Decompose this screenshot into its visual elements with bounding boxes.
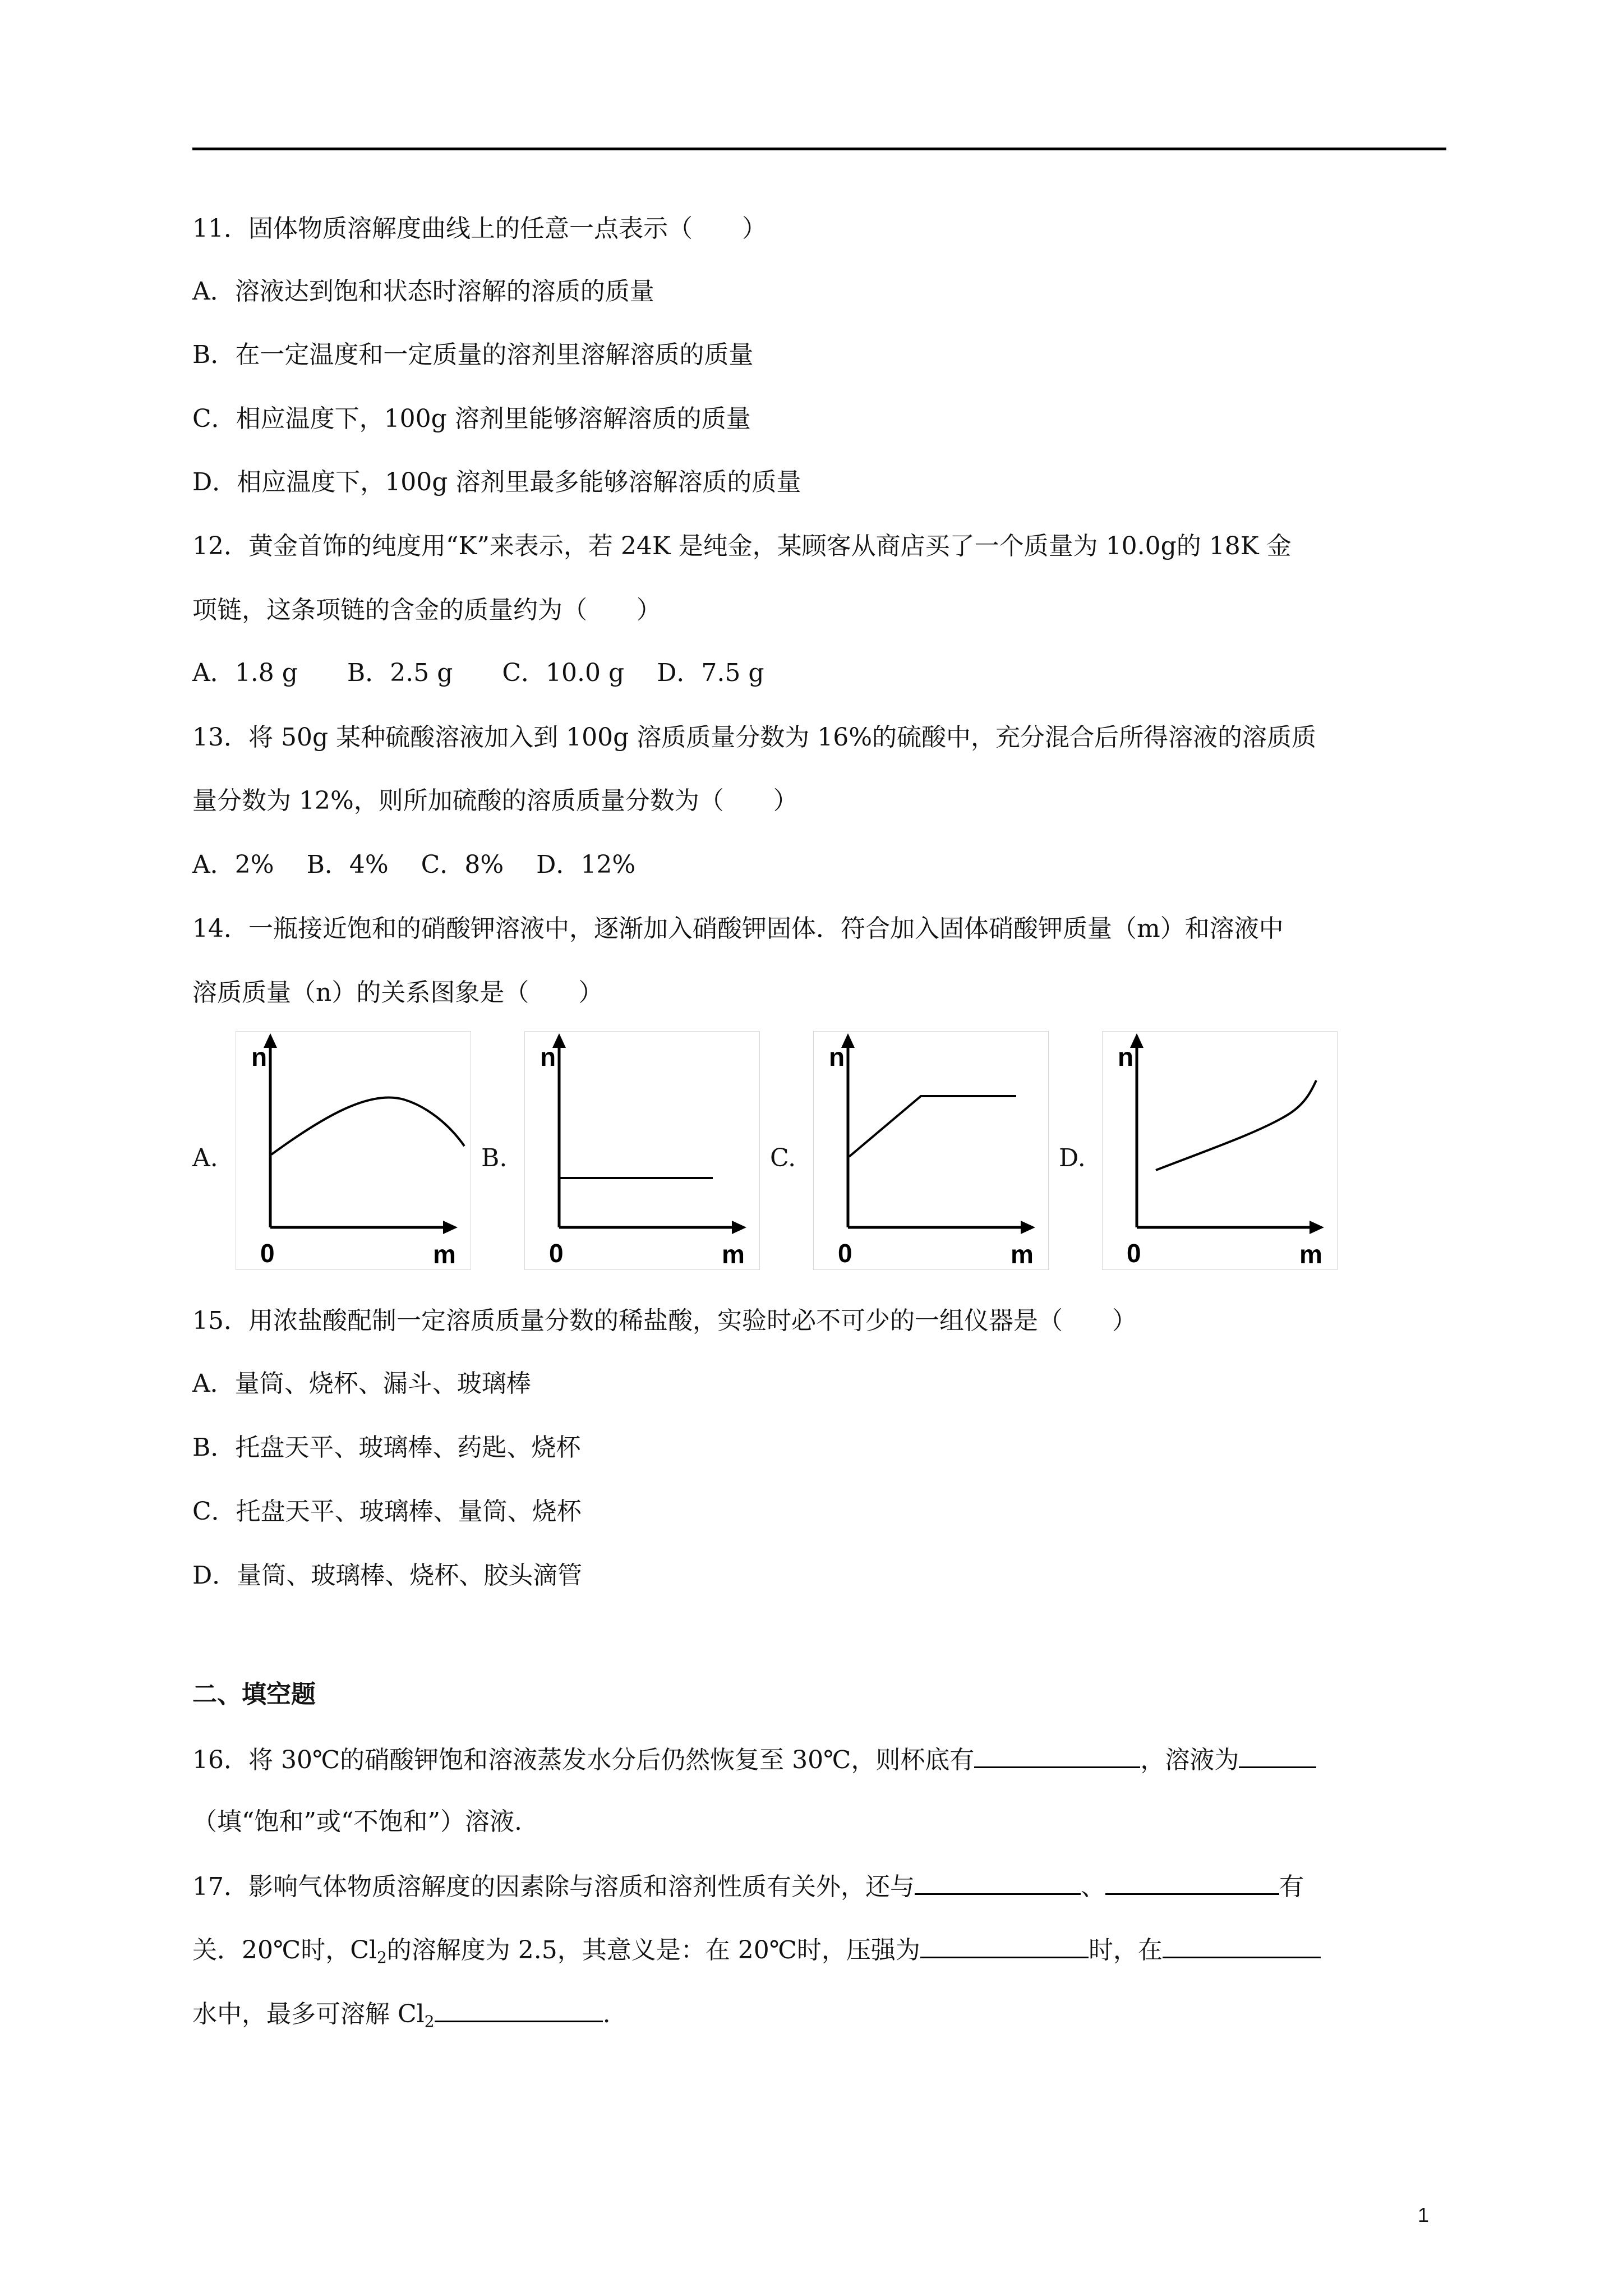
- q17-blank-1[interactable]: [915, 1869, 1081, 1895]
- graph-b-x-label: m: [722, 1240, 745, 1269]
- page-number: 1: [1418, 2203, 1430, 2226]
- q17-blank-2[interactable]: [1105, 1869, 1279, 1895]
- q14-line1: 14．一瓶接近饱和的硝酸钾溶液中，逐渐加入硝酸钾固体．符合加入固体硝酸钾质量（m）和溶液中: [192, 914, 1284, 943]
- graph-d-origin: 0: [1127, 1239, 1141, 1268]
- q11-stem: 11．固体物质溶解度曲线上的任意一点表示（ ）: [192, 214, 767, 243]
- graph-a-y-label: n: [251, 1042, 268, 1071]
- q17-text-4: 关．20℃时，Cl: [192, 1936, 377, 1964]
- q12-line2: 项链，这条项链的含金的质量约为（ ）: [192, 596, 661, 624]
- graph-a-x-label: m: [433, 1240, 456, 1269]
- q17-text-8: .: [602, 2000, 611, 2028]
- q17-text-6: 时，在: [1088, 1936, 1163, 1964]
- graph-c-x-label: m: [1011, 1240, 1034, 1269]
- q12-line1: 12．黄金首饰的纯度用“K”来表示，若 24K 是纯金，某顾客从商店买了一个质量为 10.0g的 18K 金: [192, 532, 1292, 560]
- q17-line1: [192, 1869, 1304, 1904]
- graph-b-origin: 0: [549, 1239, 564, 1268]
- q17-line3: [192, 1996, 611, 2039]
- graph-a-label: A.: [192, 1144, 218, 1172]
- q15-stem: 15．用浓盐酸配制一定溶质质量分数的稀盐酸，实验时必不可少的一组仪器是（ ）: [192, 1306, 1137, 1335]
- graph-b-label: B.: [481, 1144, 508, 1172]
- q16-line1: [192, 1742, 1316, 1777]
- q17-blank-3[interactable]: [920, 1932, 1089, 1958]
- q17-subscript-2: 2: [424, 2012, 435, 2031]
- section-title: 二、填空题: [192, 1680, 316, 1709]
- q16-line2: （填“饱和”或“不饱和”）溶液.: [192, 1807, 522, 1836]
- q17-text-2: 、: [1081, 1872, 1105, 1901]
- q11-option-c: C．相应温度下，100g 溶剂里能够溶解溶质的质量: [192, 404, 751, 433]
- q13-line2: 量分数为 12%，则所加硫酸的溶质质量分数为（ ）: [192, 786, 798, 815]
- graph-c-origin: 0: [838, 1239, 852, 1268]
- graph-d-x-label: m: [1299, 1240, 1322, 1269]
- q17-subscript-1: 2: [376, 1948, 387, 1967]
- q13-options: A．2% B．4% C．8% D．12%: [192, 850, 636, 879]
- graph-a: [236, 1031, 471, 1270]
- q16-text-2: ，溶液为: [1140, 1746, 1239, 1774]
- q17-blank-4[interactable]: [1163, 1932, 1321, 1958]
- q14-line2: 溶质质量（n）的关系图象是（ ）: [192, 978, 603, 1007]
- graph-a-origin: 0: [260, 1239, 275, 1268]
- q12-options: A．1.8 g B．2.5 g C．10.0 g D．7.5 g: [192, 659, 764, 687]
- q17-text-3: 有: [1279, 1872, 1304, 1901]
- q17-line2: [192, 1932, 1321, 1975]
- graph-d-label: D.: [1059, 1144, 1086, 1172]
- graph-b-y-label: n: [540, 1042, 556, 1071]
- graph-c-y-label: n: [829, 1042, 845, 1071]
- q17-text-7: 水中，最多可溶解 Cl: [192, 2000, 425, 2028]
- q17-text-5: 的溶解度为 2.5，其意义是：在 20℃时，压强为: [386, 1936, 920, 1964]
- q17-text-1: 17．影响气体物质溶解度的因素除与溶质和溶剂性质有关外，还与: [192, 1872, 915, 1901]
- q16-text-1: 16．将 30℃的硝酸钾饱和溶液蒸发水分后仍然恢复至 30℃，则杯底有: [192, 1746, 975, 1774]
- q15-option-a: A．量筒、烧杯、漏斗、玻璃棒: [192, 1369, 531, 1398]
- q11-option-b: B．在一定温度和一定质量的溶剂里溶解溶质的质量: [192, 341, 754, 369]
- q15-option-c: C．托盘天平、玻璃棒、量筒、烧杯: [192, 1497, 582, 1526]
- graph-c: [813, 1031, 1049, 1270]
- q13-line1: 13．将 50g 某种硫酸溶液加入到 100g 溶质质量分数为 16%的硫酸中，充分混合后所得溶液的溶质质: [192, 723, 1317, 752]
- q16-blank-1[interactable]: [974, 1742, 1140, 1768]
- graph-b: [524, 1031, 760, 1270]
- graph-c-label: C.: [770, 1144, 796, 1172]
- q16-blank-2[interactable]: [1239, 1742, 1316, 1768]
- graph-d-y-label: n: [1118, 1042, 1134, 1071]
- q11-option-a: A．溶液达到饱和状态时溶解的溶质的质量: [192, 277, 654, 306]
- graph-d: [1102, 1031, 1338, 1270]
- q15-option-d: D．量筒、玻璃棒、烧杯、胶头滴管: [192, 1561, 583, 1590]
- header-rule: [192, 148, 1446, 150]
- q17-blank-5[interactable]: [435, 1996, 603, 2022]
- q11-option-d: D．相应温度下，100g 溶剂里最多能够溶解溶质的质量: [192, 468, 801, 496]
- q15-option-b: B．托盘天平、玻璃棒、药匙、烧杯: [192, 1433, 581, 1462]
